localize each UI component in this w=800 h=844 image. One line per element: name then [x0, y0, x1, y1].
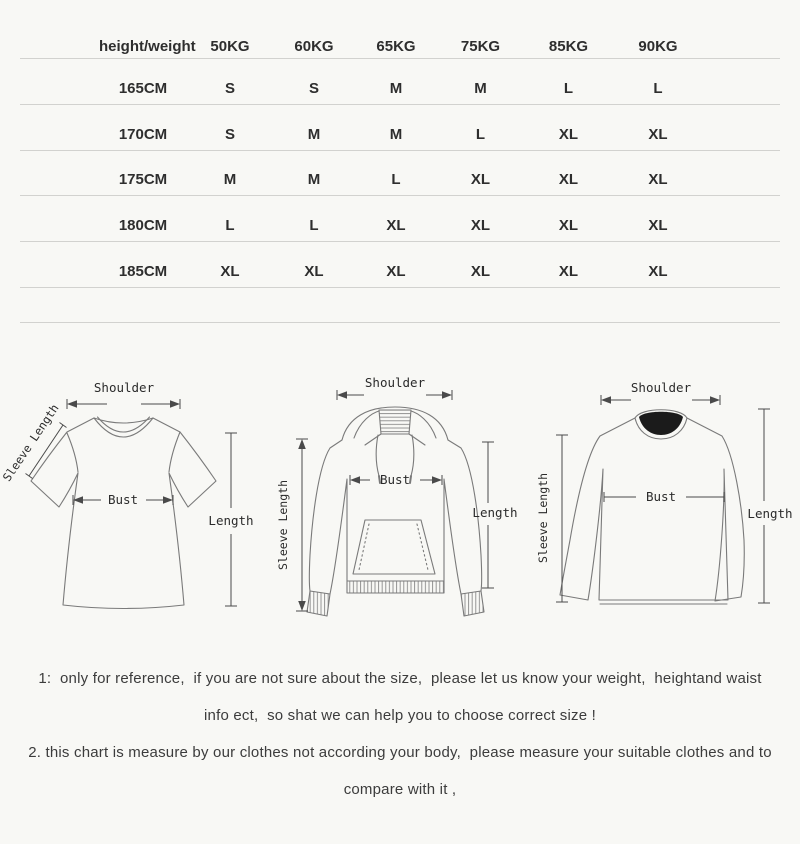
size-cell: XL [648, 217, 668, 234]
tshirt-outline [31, 417, 216, 609]
height-cell: 165CM [118, 80, 168, 97]
header-cell-50kg: 50KG [210, 38, 250, 55]
size-cell: XL [558, 126, 579, 143]
size-cell: XL [304, 263, 324, 280]
header-cell-60kg: 60KG [294, 38, 334, 55]
size-cell: XL [648, 171, 668, 188]
size-cell: XL [386, 263, 406, 280]
sweatshirt-sleeve-length-label: Sleeve Length [536, 472, 550, 564]
table-row-185cm [20, 242, 780, 288]
size-cell: S [224, 80, 235, 97]
size-cell: XL [220, 263, 240, 280]
header-cell-90kg: 90KG [638, 38, 678, 55]
table-empty-row [20, 288, 780, 323]
size-table [20, 30, 780, 323]
hoodie-length-label: Length [472, 505, 518, 520]
header-cell-height-weight: height/weight [99, 38, 196, 55]
size-cell: L [653, 80, 663, 97]
sweatshirt-outline [560, 410, 744, 604]
sweatshirt-bust-label: Bust [645, 489, 677, 504]
size-cell: S [224, 126, 235, 143]
note-line-3: 2. this chart is measure by our clothes not according your body, please measure your suitable clothes and to [28, 744, 772, 761]
tshirt-dimension-arrowheads [67, 400, 180, 504]
tshirt-diagram [0, 355, 260, 635]
size-cell: XL [470, 263, 491, 280]
height-cell: 180CM [118, 217, 168, 234]
hoodie-bust-label: Bust [379, 472, 411, 487]
sweatshirt-length-label: Length [747, 506, 793, 521]
table-row-180cm [20, 196, 780, 242]
size-cell: XL [386, 217, 406, 234]
hoodie-outline [307, 407, 484, 616]
height-cell: 175CM [118, 171, 168, 188]
size-cell: XL [648, 126, 668, 143]
size-cell: M [389, 126, 403, 143]
size-cell: M [389, 80, 403, 97]
size-cell: XL [648, 263, 668, 280]
size-cell: M [307, 171, 321, 188]
tshirt-length-label: Length [208, 513, 254, 528]
height-cell: 185CM [118, 263, 168, 280]
sweatshirt-shoulder-label: Shoulder [630, 380, 692, 395]
header-cell-85kg: 85KG [548, 38, 589, 55]
size-cell: XL [558, 171, 579, 188]
size-cell: S [308, 80, 319, 97]
size-cell: XL [470, 171, 491, 188]
hoodie-shoulder-label: Shoulder [364, 375, 426, 390]
header-cell-75kg: 75KG [460, 38, 501, 55]
tshirt-sleeve-length-label: Sleeve Length [0, 401, 62, 484]
header-cell-65kg: 65KG [376, 38, 416, 55]
size-cell: M [474, 80, 487, 97]
sweatshirt-diagram [532, 355, 796, 635]
hoodie-sleeve-length-label: Sleeve Length [276, 479, 290, 571]
size-cell: L [563, 80, 574, 97]
table-row-170cm [20, 105, 780, 151]
note-line-4: compare with it , [343, 781, 457, 798]
note-line-1: 1: only for reference, if you are not sure about the size, please let us know your weight, heightand waist [38, 670, 762, 687]
size-cell: L [391, 171, 401, 188]
table-row-175cm [20, 151, 780, 196]
size-cell: XL [558, 217, 579, 234]
size-cell: L [475, 126, 486, 143]
hoodie-diagram [266, 355, 530, 635]
size-cell: M [223, 171, 237, 188]
size-cell: XL [470, 217, 491, 234]
note-line-2: info ect, so shat we can help you to choose correct size ! [204, 707, 596, 724]
table-row-165cm [20, 59, 780, 105]
tshirt-shoulder-label: Shoulder [93, 380, 155, 395]
size-cell: XL [558, 263, 579, 280]
size-cell: L [225, 217, 235, 234]
size-cell: M [307, 126, 321, 143]
table-header-row [20, 30, 780, 59]
size-cell: L [309, 217, 319, 234]
height-cell: 170CM [118, 126, 168, 143]
tshirt-bust-label: Bust [107, 492, 139, 507]
